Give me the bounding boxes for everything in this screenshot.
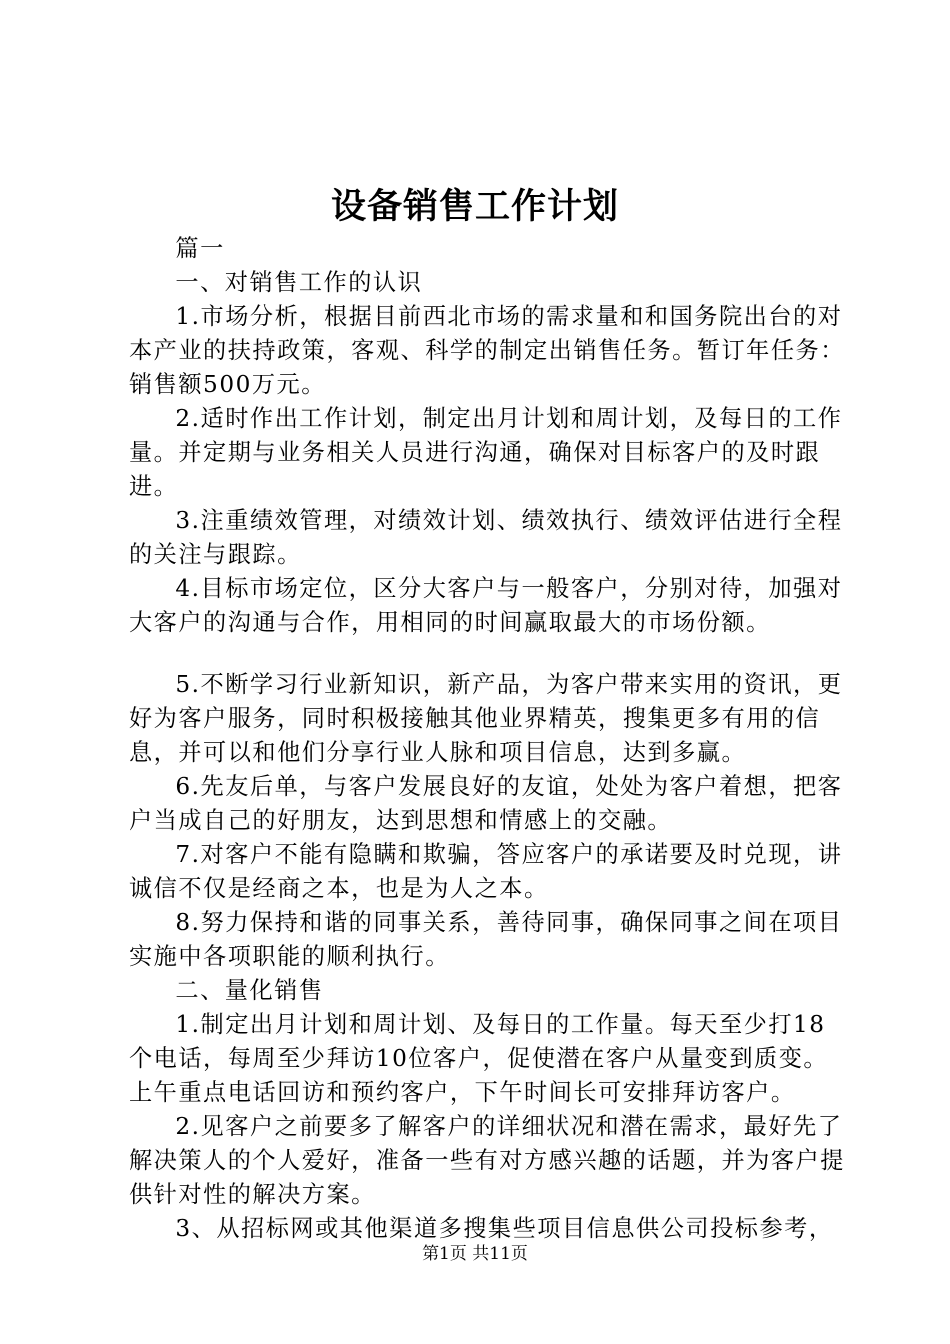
body-paragraph: 7.对客户不能有隐瞒和欺骗，答应客户的承诺要及时兑现，讲诚信不仅是经商之本，也是为人之本。 (129, 841, 843, 902)
section-heading: 一、对销售工作的认识 (175, 269, 423, 296)
document-title: 设备销售工作计划 (330, 186, 619, 227)
body-paragraph: 1.市场分析，根据目前西北市场的需求量和和国务院出台的对本产业的扶持政策，客观、科学的制定出销售任务。暂订年任务：销售额500万元。 (129, 303, 845, 398)
document-body (129, 232, 845, 1246)
body-paragraph: 6.先友后单，与客户发展良好的友谊，处处为客户着想，把客户当成自己的好朋友，达到思想和情感上的交融。 (129, 773, 843, 834)
section-label: 篇一 (175, 235, 225, 262)
body-paragraph: 2.见客户之前要多了解客户的详细状况和潜在需求，最好先了解决策人的个人爱好，准备一些有对方感兴趣的话题，并为客户提供针对性的解决方案。 (129, 1113, 845, 1208)
body-paragraph: 4.目标市场定位，区分大客户与一般客户，分别对待，加强对大客户的沟通与合作，用相同的时间赢取最大的市场份额。 (129, 575, 843, 636)
body-paragraph: 2.适时作出工作计划，制定出月计划和周计划，及每日的工作量。并定期与业务相关人员进行沟通，确保对目标客户的及时跟进。 (129, 405, 843, 500)
body-paragraph: 5.不断学习行业新知识，新产品，为客户带来实用的资讯，更好为客户服务，同时积极接触其他业界精英，搜集更多有用的信息，并可以和他们分享行业人脉和项目信息，达到多赢。 (129, 671, 843, 766)
body-paragraph: 3.注重绩效管理，对绩效计划、绩效执行、绩效评估进行全程的关注与跟踪。 (129, 507, 843, 568)
body-paragraph: 8.努力保持和谐的同事关系，善待同事，确保同事之间在项目实施中各项职能的顺利执行。 (129, 909, 843, 970)
page-footer: 第1页 共11页 (422, 1244, 528, 1264)
body-paragraph: 3、从招标网或其他渠道多搜集些项目信息供公司投标参考， (175, 1215, 834, 1242)
section-heading: 二、量化销售 (175, 977, 324, 1004)
body-paragraph: 1.制定出月计划和周计划、及每日的工作量。每天至少打18个电话，每周至少拜访10位客户，促使潜在客户从量变到质变。上午重点电话回访和预约客户，下午时间长可安排拜访客户。 (129, 1011, 829, 1106)
